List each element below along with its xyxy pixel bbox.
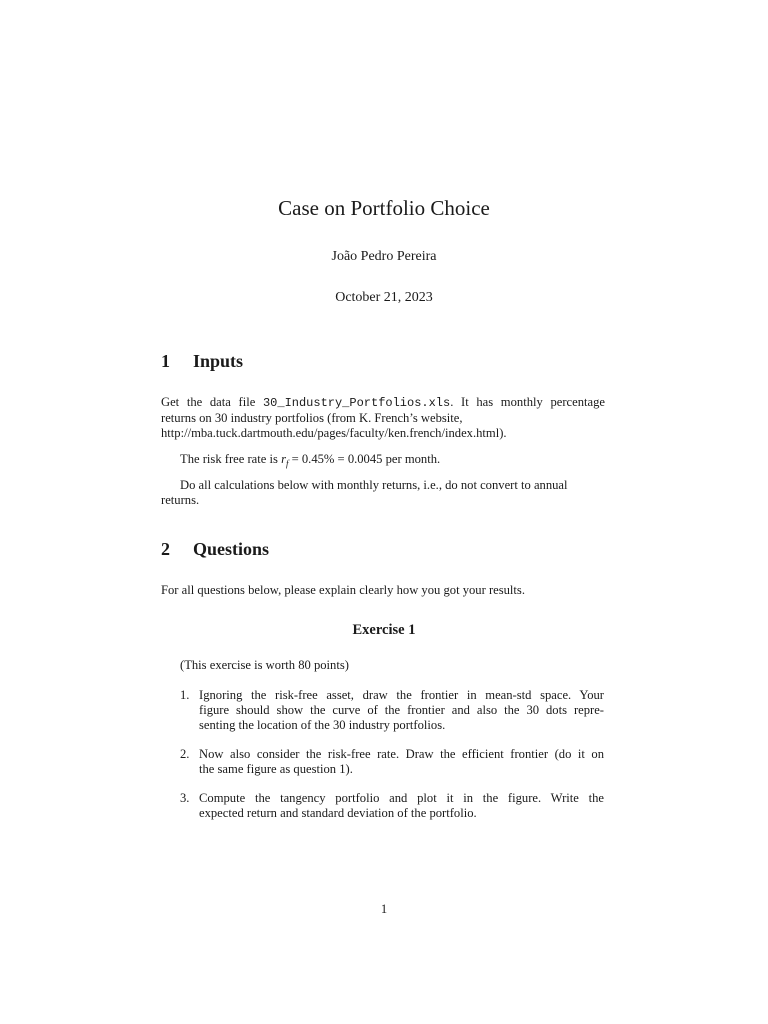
- item-1-line-3: senting the location of the 30 industry portfolios.: [199, 718, 446, 732]
- inputs-p1-line3: http://mba.tuck.dartmouth.edu/pages/faculty/ken.french/index.html).: [161, 426, 507, 440]
- inputs-p3-line2: returns.: [161, 493, 200, 507]
- exercise-item-2: [161, 747, 605, 779]
- exercise-item-3: [161, 791, 605, 823]
- exercise-item-1: [161, 688, 605, 736]
- list-marker: 1.: [180, 688, 190, 702]
- section-1-heading: [161, 351, 611, 372]
- section-1-number: 1: [161, 351, 170, 371]
- inputs-paragraph-1: [161, 395, 605, 441]
- inputs-p1-line2: returns on 30 industry portfolios (from K. French’s website,: [161, 411, 463, 425]
- document-title: Case on Portfolio Choice: [278, 196, 490, 220]
- exercise-worth: (This exercise is worth 80 points): [180, 658, 349, 672]
- inputs-p1-line1: Get the data file 30_Industry_Portfolios.xls. It has monthly percentage: [161, 395, 605, 410]
- document-author: João Pedro Pereira: [331, 249, 437, 264]
- list-marker: 3.: [180, 791, 190, 805]
- questions-intro: For all questions below, please explain clearly how you got your results.: [161, 583, 525, 597]
- section-2-title: Questions: [193, 539, 270, 559]
- list-marker: 2.: [180, 747, 190, 761]
- exercise-1-heading: Exercise 1: [352, 622, 416, 638]
- section-2-number: 2: [161, 539, 170, 559]
- item-3-line-1: Compute the tangency portfolio and plot it in the figure. Write the: [199, 791, 604, 805]
- inputs-p3-line1: Do all calculations below with monthly returns, i.e., do not convert to annual: [180, 478, 568, 492]
- item-2-line-2: the same figure as question 1).: [199, 762, 353, 776]
- inputs-paragraph-3: [161, 478, 605, 508]
- page-number: 1: [380, 902, 388, 916]
- section-2-heading: [161, 539, 611, 560]
- risk-free-subscript: f: [285, 458, 289, 469]
- item-1-line-1: Ignoring the risk-free asset, draw the frontier in mean-std space. Your: [199, 688, 604, 702]
- data-filename: 30_Industry_Portfolios.xls: [262, 396, 451, 410]
- risk-free-symbol: r: [281, 452, 286, 466]
- section-1-title: Inputs: [193, 351, 244, 371]
- item-2-line-1: Now also consider the risk-free rate. Draw the efficient frontier (do it on: [199, 747, 604, 761]
- item-1-line-2: figure should show the curve of the frontier and also the 30 dots repre-: [199, 703, 604, 717]
- item-3-line-2: expected return and standard deviation of the portfolio.: [199, 806, 477, 820]
- document-date: October 21, 2023: [335, 290, 433, 305]
- inputs-paragraph-2: The risk free rate is $r_f = 0.45\% = 0.0045$ per month.: [180, 452, 441, 469]
